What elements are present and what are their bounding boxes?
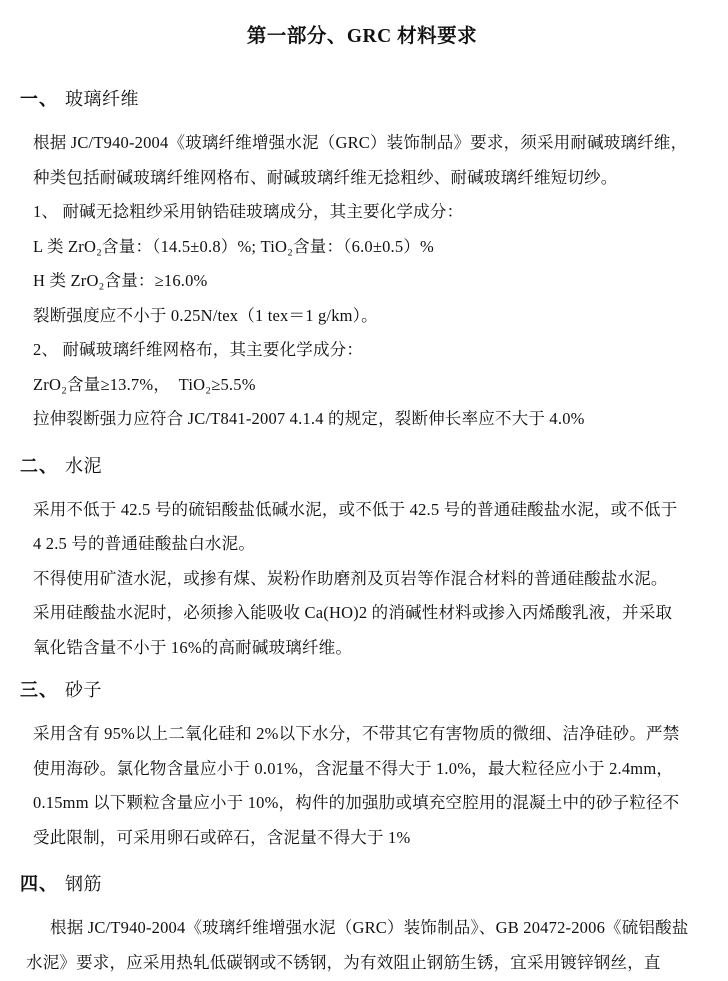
body-line: 采用不低于 42.5 号的硫铝酸盐低碱水泥，或不低于 42.5 号的普通硅酸盐水泥，或不低于 (33, 499, 678, 519)
body-line: 氧化锆含量不小于 16%的高耐碱玻璃纤维。 (33, 637, 353, 657)
body-line: ZrO₂含量≥13.7%， TiO₂≥5.5% (33, 374, 256, 394)
body-line: L 类 ZrO₂含量：（14.5±0.8）%; TiO₂含量：（6.0±0.5）% (33, 236, 434, 256)
body-line: 4 2.5 号的普通硅酸盐白水泥。 (33, 534, 256, 553)
section-heading (20, 677, 704, 703)
section-number: 四、 (20, 874, 58, 894)
body-line: 根据 JC/T940-2004《玻璃纤维增强水泥（GRC）装饰制品》要求，须采用耐碱玻璃纤维， (33, 133, 688, 152)
body-line: 水泥》要求，应采用热轧低碳钢或不锈钢，为有效阻止钢筋生锈，宜采用镀锌钢丝，直 (26, 952, 661, 972)
section-heading (20, 453, 704, 479)
body-line: 不得使用矿渣水泥，或掺有煤、炭粉作助磨剂及页岩等作混合材料的普通硅酸盐水泥。 (33, 568, 668, 588)
section-title: 砂子 (65, 680, 102, 700)
section-cement (20, 453, 704, 666)
body-line: H 类 ZrO₂含量：≥16.0% (33, 271, 208, 290)
body-line: 1、 耐碱无捻粗纱采用钠锆硅玻璃成分，其主要化学成分： (33, 202, 464, 221)
section-title: 玻璃纤维 (65, 89, 139, 109)
section-glass-fiber (20, 86, 704, 437)
section-number: 三、 (20, 680, 58, 700)
body-line: 种类包括耐碱玻璃纤维网格布、耐碱玻璃纤维无捻粗纱、耐碱玻璃纤维短切纱。 (33, 167, 618, 187)
section-heading (20, 86, 704, 112)
section-title: 钢筋 (65, 874, 102, 894)
section-body (20, 126, 704, 437)
section-sand (20, 677, 704, 855)
body-line: 拉伸裂断强力应符合 JC/T841-2007 4.1.4 的规定，裂断伸长率应不大于 4.0% (33, 409, 585, 428)
section-heading (20, 871, 704, 897)
body-line: 根据 JC/T940-2004《玻璃纤维增强水泥（GRC）装饰制品》、GB 20472-2006《硫铝酸盐 (50, 918, 689, 937)
body-line: 受此限制，可采用卵石或碎石，含泥量不得大于 1% (33, 827, 411, 847)
section-number: 一、 (20, 89, 58, 109)
section-body (20, 717, 704, 855)
section-body (20, 911, 704, 980)
body-line: 采用含有 95%以上二氧化硅和 2%以下水分，不带其它有害物质的微细、洁净硅砂。严禁 (33, 724, 680, 743)
section-number: 二、 (20, 455, 58, 476)
body-line: 使用海砂。氯化物含量应小于 0.01%，含泥量不得大于 1.0%，最大粒径应小于 2.4mm， (33, 758, 674, 778)
body-line: 2、 耐碱玻璃纤维网格布，其主要化学成分： (33, 340, 364, 359)
body-line: 采用硅酸盐水泥时，必须掺入能吸收 Ca(HO)2 的消碱性材料或掺入丙烯酸乳液，并采取 (33, 603, 673, 622)
section-rebar (20, 871, 704, 980)
body-line: 0.15mm 以下颗粒含量应小于 10%，构件的加强肋或填充空腔用的混凝土中的砂子粒径不 (33, 793, 680, 812)
section-title: 水泥 (65, 455, 102, 476)
section-body (20, 493, 704, 666)
page-title: 第一部分、GRC 材料要求 (246, 26, 478, 47)
body-line: 裂断强度应不小于 0.25N/tex（1 tex＝1 g/km）。 (33, 305, 378, 325)
